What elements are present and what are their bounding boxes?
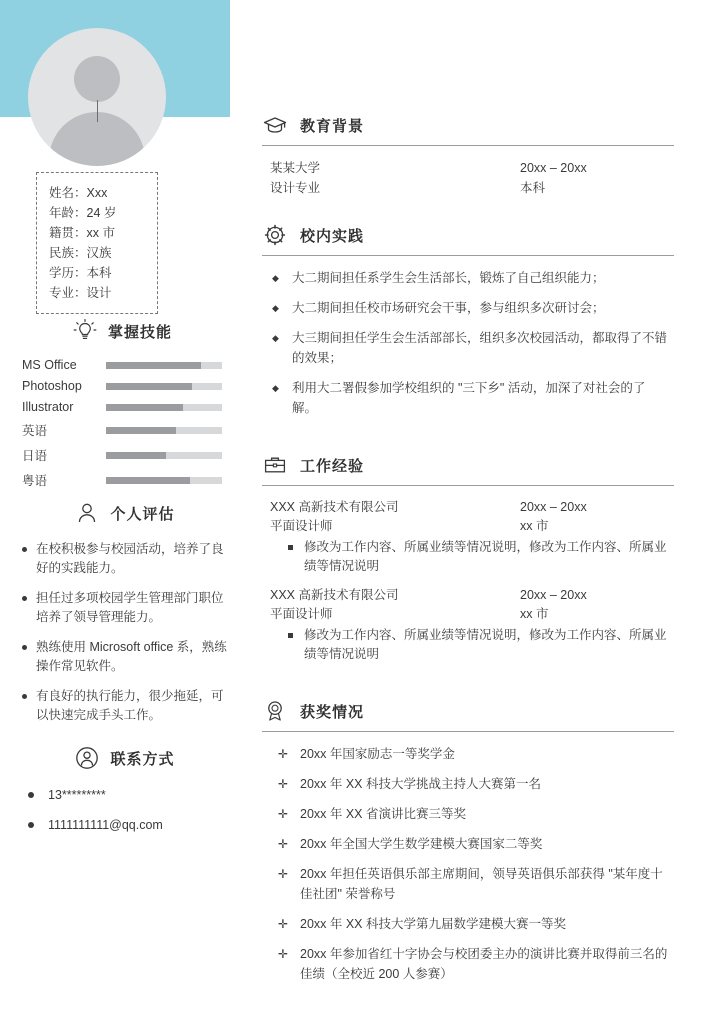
right-column [262, 112, 674, 1018]
list-item: 熟练使用 Microsoft office 系，熟练操作常见软件。 [22, 638, 227, 676]
skill-bar-track [106, 362, 222, 369]
skill-bar-fill [106, 404, 183, 411]
awards-list [270, 744, 670, 984]
campus-section [262, 222, 674, 436]
skill-row [22, 446, 222, 464]
skill-bar-track [106, 383, 222, 390]
campus-heading [262, 222, 674, 256]
skill-row [22, 379, 222, 393]
skill-label: 粤语 [22, 474, 48, 488]
job-role: 平面设计师 [270, 607, 333, 621]
job-detail-list [270, 538, 670, 576]
evaluation-title: 个人评估 [110, 505, 175, 523]
list-item: 修改为工作内容、所属业绩等情况说明，修改为工作内容、所属业绩等情况说明 [270, 626, 670, 664]
job-subheader [270, 605, 670, 624]
personal-info-box [36, 172, 158, 314]
contact-heading [22, 745, 227, 771]
skill-label: 英语 [22, 424, 48, 438]
education-title: 教育背景 [300, 117, 365, 135]
job-role: 平面设计师 [270, 519, 333, 533]
education-section [262, 112, 674, 206]
left-column [0, 0, 245, 996]
skill-bar-track [106, 404, 222, 411]
info-ethnicity: 民族：汉族 [49, 246, 112, 260]
contact-email[interactable]: 1111111111@qq.com [22, 815, 227, 835]
education-row [270, 158, 670, 178]
list-item: ✛ 20xx 年 XX 科技大学第九届数学建模大赛一等奖 [270, 914, 670, 934]
education-body [262, 146, 674, 206]
list-item: ✛ 20xx 年 XX 省演讲比赛三等奖 [270, 804, 670, 824]
job-city: xx 市 [520, 607, 549, 621]
list-item: ✛ 20xx 年 XX 科技大学挑战主持人大赛第一名 [270, 774, 670, 794]
skill-label: Illustrator [22, 400, 74, 414]
skill-bar-fill [106, 383, 192, 390]
work-heading [262, 452, 674, 486]
work-body [262, 486, 674, 682]
job-subheader [270, 517, 670, 536]
awards-section [262, 698, 674, 1002]
graduation-cap-icon [262, 112, 288, 138]
list-item: ◆ 大二期间担任校市场研究会干事，参与组织多次研讨会； [270, 298, 670, 318]
list-item: ✛ 20xx 年国家励志一等奖学金 [270, 744, 670, 764]
campus-list [270, 268, 670, 418]
info-name: 姓名：Xxx [49, 186, 108, 200]
work-section [262, 452, 674, 682]
skill-bar-fill [106, 362, 201, 369]
skill-bar-track [106, 427, 222, 434]
education-major: 设计专业 [270, 181, 321, 195]
list-item: ◆ 大三期间担任学生会生活部部长，组织多次校园活动，都取得了不错的效果； [270, 328, 670, 368]
job-header [270, 586, 670, 605]
info-age: 年龄：24 岁 [49, 206, 117, 220]
job-header [270, 498, 670, 517]
awards-title: 获奖情况 [300, 703, 365, 721]
award-ribbon-icon [262, 698, 288, 724]
skill-row [22, 400, 222, 414]
skill-label: 日语 [22, 449, 48, 463]
info-degree: 学历：本科 [49, 266, 112, 280]
skill-row [22, 471, 222, 489]
job-entry [270, 586, 670, 664]
campus-title: 校内实践 [300, 227, 365, 245]
list-item: 担任过多项校园学生管理部门职位培养了领导管理能力。 [22, 589, 227, 627]
list-item: ✛ 20xx 年参加省红十字协会与校团委主办的演讲比赛并取得前三名的佳绩（全校近 200 人参赛） [270, 944, 670, 984]
info-hometown: 籍贯：xx 市 [49, 226, 115, 240]
user-outline-icon [74, 500, 100, 526]
education-row [270, 178, 670, 198]
list-item: ✛ 20xx 年全国大学生数学建模大赛国家二等奖 [270, 834, 670, 854]
contact-list [22, 785, 227, 835]
skills-heading [22, 318, 222, 344]
evaluation-heading [22, 500, 227, 526]
education-heading [262, 112, 674, 146]
skill-row [22, 358, 222, 372]
education-degree: 本科 [520, 181, 546, 195]
campus-body [262, 256, 674, 436]
education-school: 某某大学 [270, 161, 321, 175]
evaluation-section [22, 500, 227, 736]
job-date: 20xx – 20xx [520, 500, 587, 514]
job-date: 20xx – 20xx [520, 588, 587, 602]
info-major: 专业：设计 [49, 286, 112, 300]
lightbulb-icon [72, 318, 98, 344]
skill-bar-fill [106, 477, 190, 484]
awards-body [262, 732, 674, 1002]
list-item: ◆ 利用大二署假参加学校组织的 "三下乡" 活动，加深了对社会的了解。 [270, 378, 670, 418]
skill-bar-track [106, 452, 222, 459]
gear-icon [262, 222, 288, 248]
skills-section [22, 318, 222, 496]
skill-row [22, 421, 222, 439]
skill-bar-fill [106, 452, 166, 459]
education-date: 20xx – 20xx [520, 161, 587, 175]
job-company: XXX 高新技术有限公司 [270, 588, 399, 602]
evaluation-list [22, 540, 227, 725]
contact-title: 联系方式 [110, 750, 175, 768]
contact-person-icon [74, 745, 100, 771]
job-company: XXX 高新技术有限公司 [270, 500, 399, 514]
work-title: 工作经验 [300, 457, 365, 475]
list-item: ◆ 大二期间担任系学生会生活部长，锻炼了自己组织能力； [270, 268, 670, 288]
skill-bar-fill [106, 427, 176, 434]
skills-title: 掌握技能 [107, 323, 172, 341]
job-entry [270, 498, 670, 576]
skill-label: Photoshop [22, 379, 82, 393]
list-item: 有良好的执行能力，很少拖延，可以快速完成手头工作。 [22, 687, 227, 725]
job-detail-list [270, 626, 670, 664]
contact-section [22, 745, 227, 845]
briefcase-icon [262, 452, 288, 478]
list-item: ✛ 20xx 年担任英语俱乐部主席期间，领导英语俱乐部获得 "某年度十佳社团" 荣誉称号 [270, 864, 670, 904]
contact-phone[interactable]: 13********* [22, 785, 227, 805]
awards-heading [262, 698, 674, 732]
list-item: 修改为工作内容、所属业绩等情况说明，修改为工作内容、所属业绩等情况说明 [270, 538, 670, 576]
job-city: xx 市 [520, 519, 549, 533]
list-item: 在校积极参与校园活动，培养了良好的实践能力。 [22, 540, 227, 578]
skill-label: MS Office [22, 358, 77, 372]
skill-bar-track [106, 477, 222, 484]
